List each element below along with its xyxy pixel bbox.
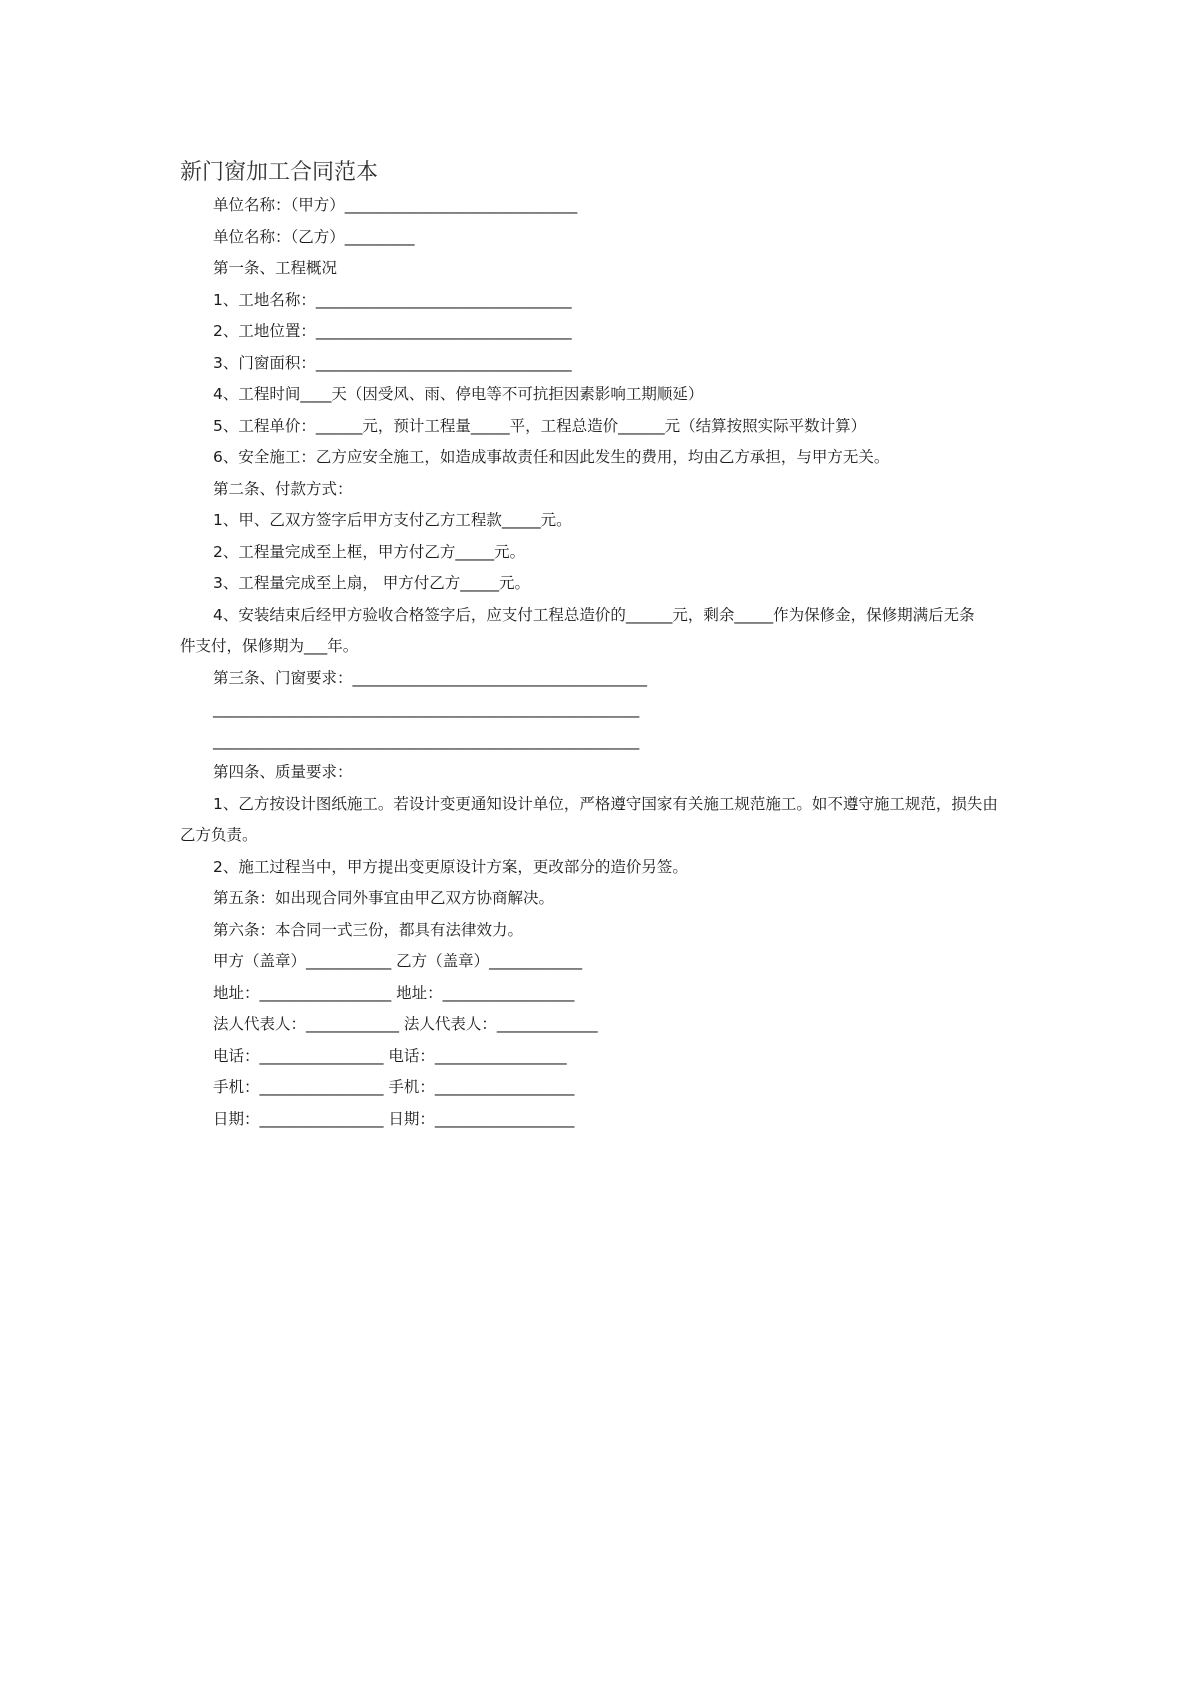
article-3-heading: 第三条、门窗要求：______________________________________ <box>213 668 648 687</box>
page-title: 新门窗加工合同范本 <box>180 160 379 185</box>
site-name-line: 1、工地名称：_________________________________ <box>213 290 572 309</box>
payment-item-1: 1、甲、乙双方签字后甲方支付乙方工程款_____元。 <box>213 511 572 529</box>
quality-item-2: 2、施工过程当中，甲方提出变更原设计方案，更改部分的造价另签。 <box>213 857 688 876</box>
quality-item-1-cont: 乙方负责。 <box>180 826 258 844</box>
address-line: 地址：_________________ 地址：_________________ <box>213 983 575 1002</box>
phone-line: 电话：________________ 电话：_________________ <box>213 1046 567 1065</box>
article-4-heading: 第四条、质量要求： <box>213 763 353 781</box>
article-6: 第六条：本合同一式三份，都具有法律效力。 <box>213 920 524 939</box>
party-a-line: 单位名称：（甲方）______________________________ <box>213 196 578 214</box>
payment-item-2: 2、工程量完成至上框，甲方付乙方_____元。 <box>213 542 526 561</box>
payment-item-4-cont: 件支付，保修期为___年。 <box>180 637 359 655</box>
payment-item-3: 3、工程量完成至上扇， 甲方付乙方_____元。 <box>213 574 531 592</box>
duration-line: 4、工程时间____天（因受风、雨、停电等不可抗拒因素影响工期顺延） <box>213 385 704 403</box>
seal-line: 甲方（盖章）___________ 乙方（盖章）____________ <box>213 952 583 970</box>
requirement-blank-2: _______________________________________________________ <box>213 731 640 750</box>
window-area-line: 3、门窗面积：_________________________________ <box>213 353 572 372</box>
requirement-blank-1: _______________________________________________________ <box>213 700 640 718</box>
article-5: 第五条：如出现合同外事宜由甲乙双方协商解决。 <box>213 889 555 907</box>
legal-rep-line: 法人代表人：____________ 法人代表人：_____________ <box>213 1015 598 1033</box>
contract-body <box>180 190 1010 1135</box>
safety-line: 6、安全施工：乙方应安全施工，如造成事故责任和因此发生的费用，均由乙方承担，与甲方无关。 <box>213 448 890 466</box>
quality-item-1: 1、乙方按设计图纸施工。若设计变更通知设计单位，严格遵守国家有关施工规范施工。如不遵守施工规范，损失由 <box>213 794 998 813</box>
article-1-heading: 第一条、工程概况 <box>213 259 338 277</box>
date-line: 日期：________________ 日期：__________________ <box>213 1109 575 1128</box>
unit-price-line: 5、工程单价：______元，预计工程量_____平，工程总造价______元（结算按照实际平数计算） <box>213 416 867 435</box>
site-location-line: 2、工地位置：_________________________________ <box>213 322 572 340</box>
payment-item-4: 4、安装结束后经甲方验收合格签字后，应支付工程总造价的______元，剩余_____作为保修金，保修期满后无条 <box>213 605 975 624</box>
article-2-heading: 第二条、付款方式： <box>213 479 353 498</box>
party-b-line: 单位名称：（乙方）_________ <box>213 227 415 246</box>
mobile-line: 手机：________________ 手机：__________________ <box>213 1078 575 1096</box>
